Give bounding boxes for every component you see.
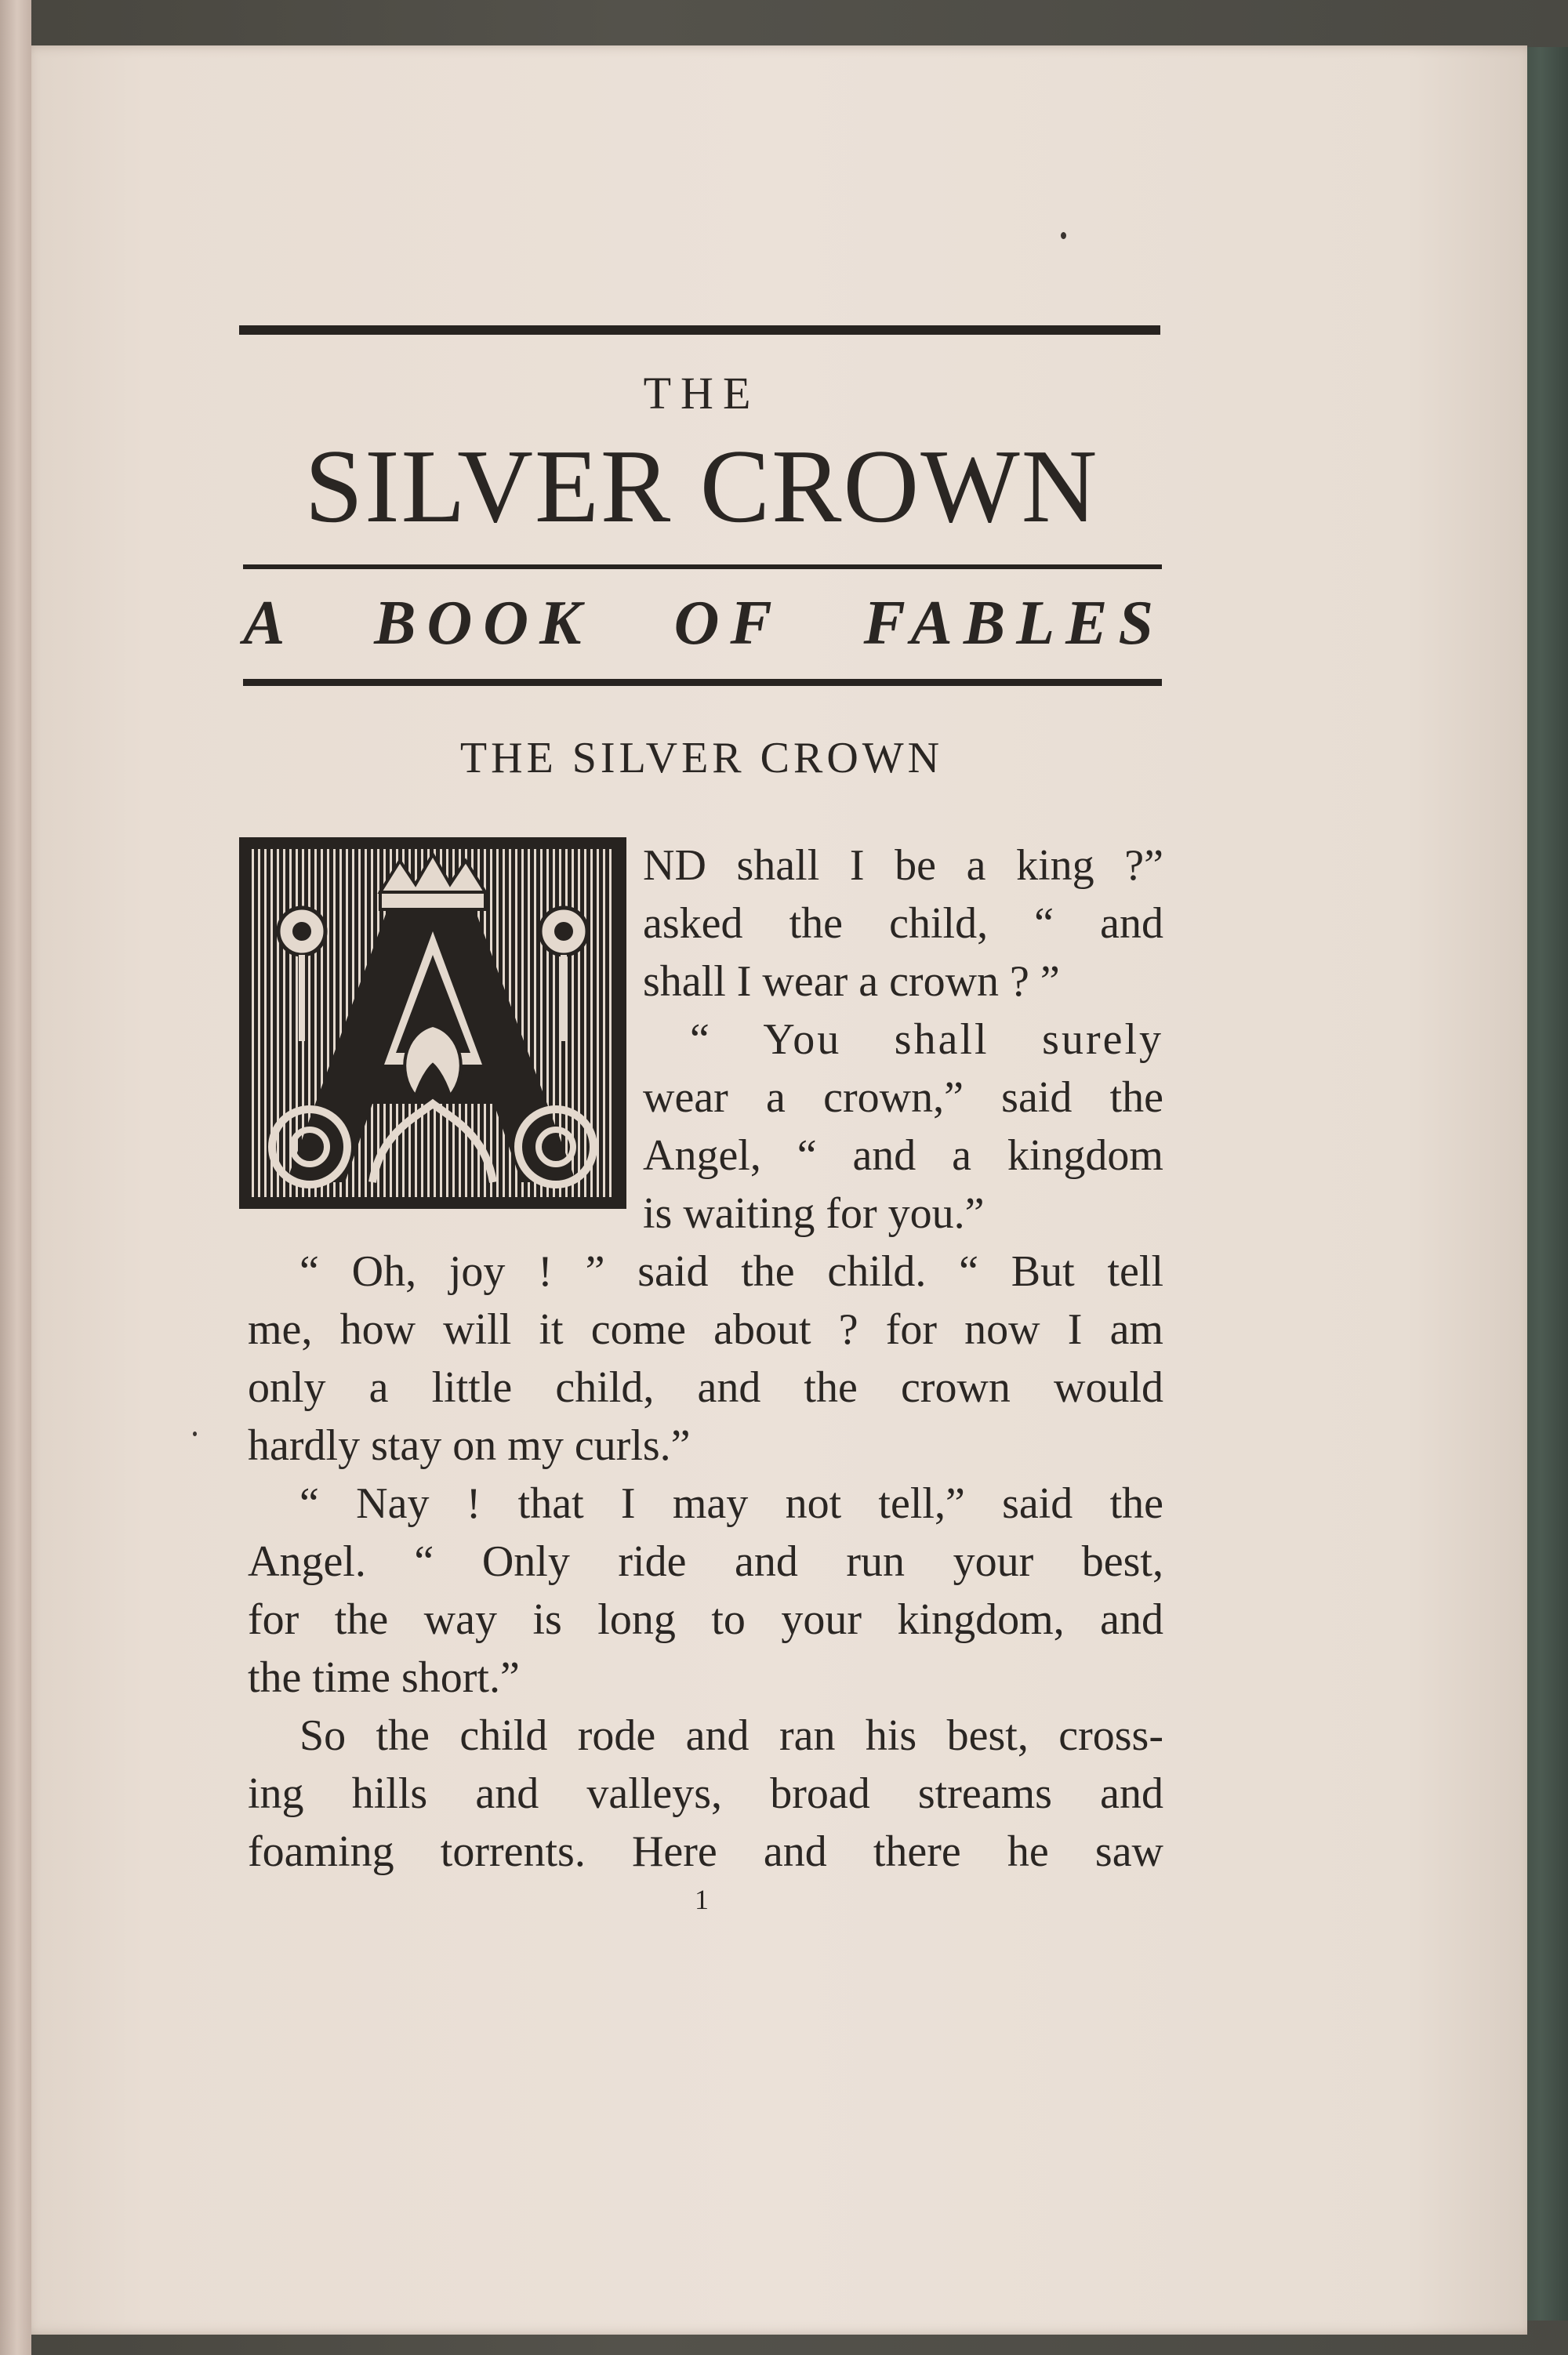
- title-rule-top: [239, 325, 1160, 335]
- body-line: me, how will it come about ? for now I am: [248, 1305, 1163, 1354]
- body-line: “ You shall surely: [690, 1015, 1163, 1064]
- title-article: THE: [643, 368, 760, 419]
- body-line: hardly stay on my curls.”: [248, 1421, 691, 1470]
- paper-speck: [1061, 232, 1066, 239]
- body-line: is waiting for you.”: [643, 1189, 985, 1238]
- body-line: wear a crown,” said the: [643, 1073, 1163, 1122]
- body-line: foaming torrents. Here and there he saw: [248, 1827, 1163, 1876]
- body-line: Angel, “ and a kingdom: [643, 1131, 1163, 1180]
- book-title: SILVER CROWN: [304, 428, 1099, 544]
- title-rule-bottom: [243, 679, 1162, 686]
- paper-speck: [193, 1432, 197, 1436]
- body-line: “ Nay ! that I may not tell,” said the: [299, 1479, 1163, 1528]
- title-rule-middle: [243, 564, 1162, 569]
- body-line: only a little child, and the crown would: [248, 1363, 1163, 1412]
- body-line: asked the child, “ and: [643, 899, 1163, 948]
- body-line: shall I wear a crown ? ”: [643, 957, 1060, 1006]
- body-line: So the child rode and ran his best, cross-: [299, 1711, 1163, 1760]
- decorated-initial-a: [239, 837, 626, 1209]
- body-line: for the way is long to your kingdom, and: [248, 1595, 1163, 1644]
- body-line: the time short.”: [248, 1653, 520, 1702]
- body-line: “ Oh, joy ! ” said the child. “ But tell: [299, 1247, 1163, 1296]
- book-subtitle: A BOOK OF FABLES: [243, 589, 1164, 658]
- body-line: ND shall I be a king ?”: [643, 841, 1163, 890]
- body-line: ing hills and valleys, broad streams and: [248, 1769, 1163, 1818]
- body-line: Angel. “ Only ride and run your best,: [248, 1537, 1163, 1586]
- chapter-title: THE SILVER CROWN: [459, 734, 944, 782]
- previous-leaf-edge: [0, 0, 31, 2355]
- page-number: 1: [695, 1884, 709, 1915]
